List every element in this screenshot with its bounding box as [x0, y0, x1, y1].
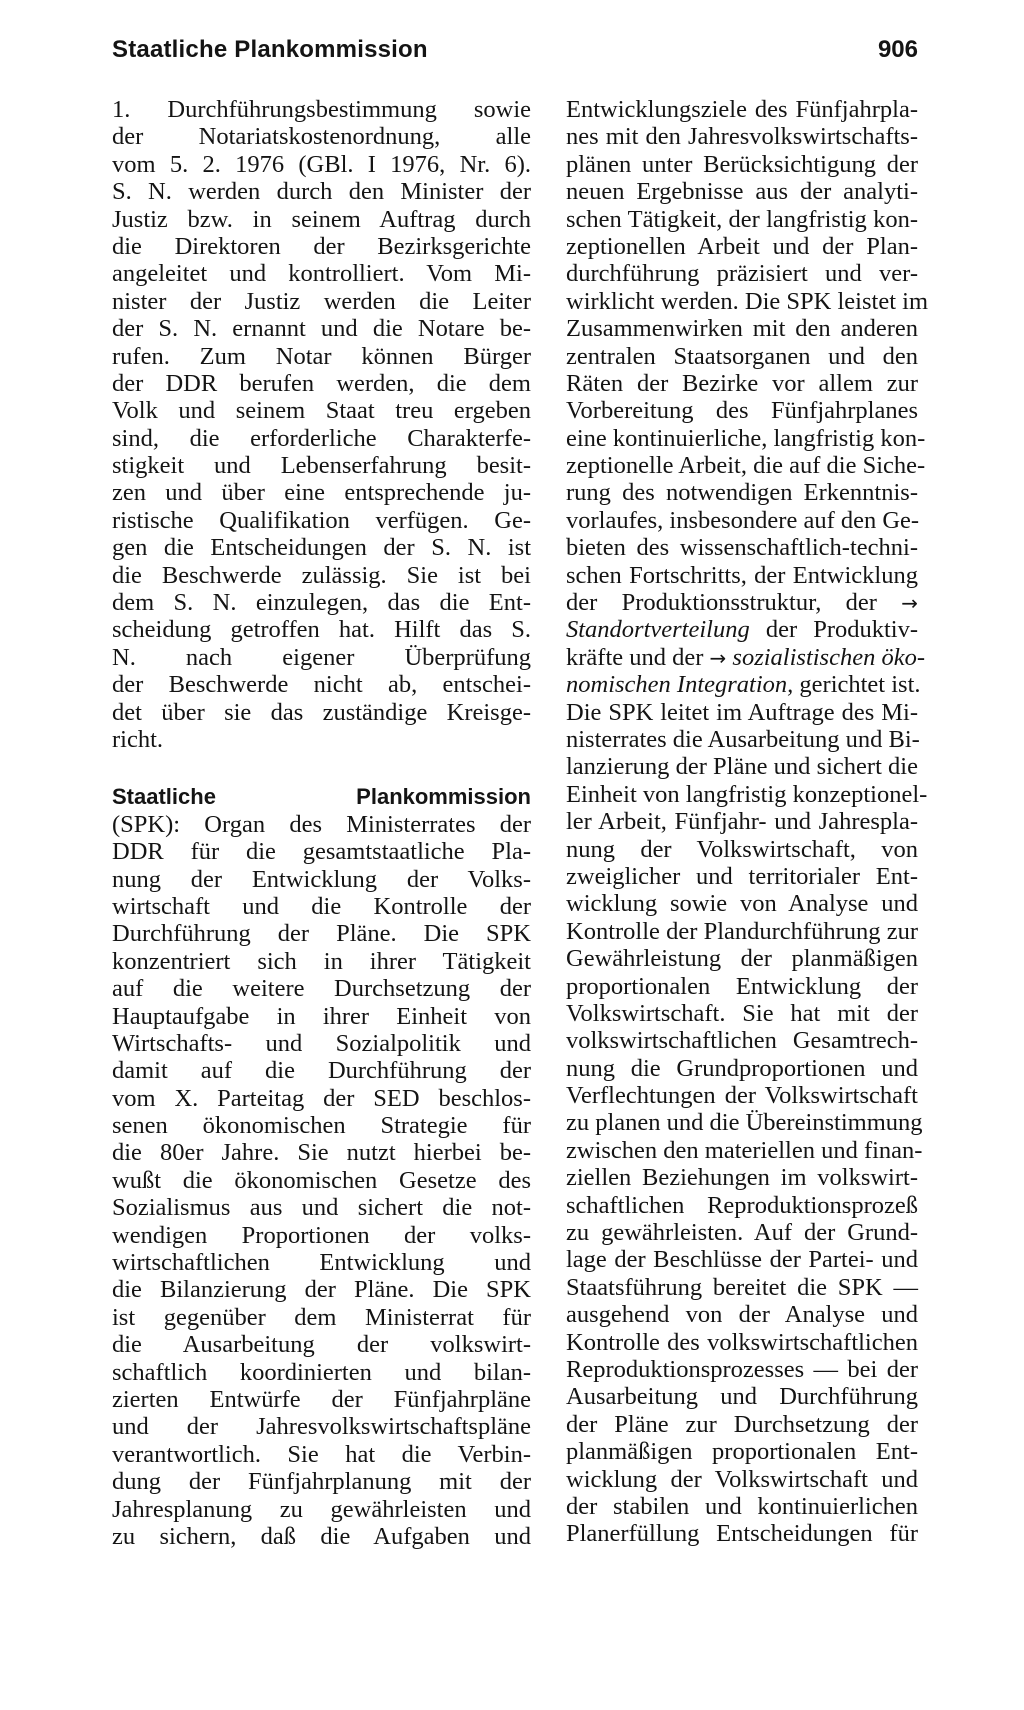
text-line: der Notariatskostenordnung, alle	[112, 123, 531, 151]
text-line: Planerfüllung Entscheidungen für	[566, 1520, 918, 1548]
text-line: Justiz bzw. in seinem Auftrag durch	[112, 205, 531, 233]
text-line: DDR für die gesamtstaatliche Pla-	[112, 838, 531, 866]
text-line: konzentriert sich in ihrer Tätigkeit	[112, 947, 531, 975]
text-line: vom X. Parteitag der SED beschlos-	[112, 1084, 531, 1112]
text-line: (SPK): Organ des Ministerrates der	[112, 810, 531, 838]
cross-reference-link-integration-cont[interactable]: nomischen Integration,	[566, 671, 794, 699]
text-line: der DDR berufen werden, die dem	[112, 369, 531, 397]
text-line: die 80er Jahre. Sie nutzt hierbei be-	[112, 1139, 531, 1167]
text-line: die Beschwerde zulässig. Sie ist bei	[112, 561, 531, 589]
cross-reference-arrow-icon: →	[709, 645, 727, 670]
text-line: stigkeit und Lebenserfahrung besit-	[112, 452, 531, 480]
text-line: zu gewährleisten. Auf der Grund-	[566, 1219, 918, 1247]
text-line: ziellen Beziehungen im volkswirt-	[566, 1164, 918, 1192]
text-line: wirtschaftlichen Entwicklung und	[112, 1249, 531, 1277]
text-line: schaftlich koordinierten und bilan-	[112, 1358, 531, 1386]
text-line: Wirtschafts- und Sozialpolitik und	[112, 1029, 531, 1057]
text-line: dem S. N. einzulegen, das die Ent-	[112, 589, 531, 617]
text-line: vorlaufes, insbesondere auf den Ge-	[566, 506, 920, 534]
xref-line-integration	[566, 671, 921, 699]
text-line: der stabilen und kontinuierlichen	[566, 1492, 918, 1520]
text-line: scheidung getroffen hat. Hilft das S.	[112, 616, 531, 644]
text-line: Kontrolle des volkswirtschaftlichen	[566, 1328, 918, 1356]
text-line: ist gegenüber dem Ministerrat für	[112, 1303, 531, 1331]
text-line: nisterrates die Ausarbeitung und Bi-	[566, 725, 920, 753]
text-line: die Bilanzierung der Pläne. Die SPK	[112, 1276, 531, 1304]
text-line: nung die Grundproportionen und	[566, 1054, 918, 1082]
text-line: Räten der Bezirke vor allem zur	[566, 369, 918, 397]
text-line: plänen unter Berücksichtigung der	[566, 150, 918, 178]
cross-reference-link-integration[interactable]: sozialistischen öko-	[732, 643, 926, 671]
xref-line-standortverteilung-arrow	[566, 589, 918, 616]
text-line: zweiglicher und territorialer Ent-	[566, 862, 918, 890]
text-line: damit auf die Durchführung der	[112, 1057, 531, 1085]
text-line: Kontrolle der Plandurchführung zur	[566, 917, 918, 945]
text-line: nung der Volkswirtschaft, von	[566, 835, 918, 863]
text-line: lage der Beschlüsse der Partei- und	[566, 1246, 918, 1274]
text-line: der S. N. ernannt und die Notare be-	[112, 315, 531, 343]
text-line: gen die Entscheidungen der S. N. ist	[112, 534, 531, 562]
text-line: zen und über eine entsprechende ju-	[112, 479, 531, 507]
text-line: rufen. Zum Notar können Bürger	[112, 342, 531, 370]
page-number: 906	[877, 36, 918, 63]
text-line: senen ökonomischen Strategie für	[112, 1112, 531, 1140]
text-line: Volk und seinem Staat treu ergeben	[112, 397, 531, 425]
text-line: wußt die ökonomischen Gesetze des	[112, 1166, 531, 1194]
text-line: durchführung präzisiert und ver-	[566, 260, 918, 288]
text-line: wendigen Proportionen der volks-	[112, 1221, 531, 1249]
text-line: sind, die erforderliche Charakterfe-	[112, 424, 531, 452]
page-header	[112, 32, 918, 72]
text-line: Einheit von langfristig konzeptionel-	[566, 780, 928, 808]
right-column	[566, 96, 928, 1548]
text-line: Verflechtungen der Volkswirtschaft	[566, 1082, 918, 1110]
text-line: schen Fortschritts, der Entwicklung	[566, 561, 918, 589]
text-line: S. N. werden durch den Minister der	[112, 178, 531, 206]
text-line: Staatsführung bereitet die SPK —	[566, 1273, 918, 1301]
text-line: zeptionelle Arbeit, die auf die Siche-	[566, 452, 926, 480]
text-line: die Direktoren der Bezirksgerichte	[112, 232, 531, 260]
text-line: proportionalen Entwicklung der	[566, 972, 918, 1000]
xref-line-standortverteilung	[566, 616, 918, 643]
text-line: Vorbereitung des Fünfjahrplanes	[566, 397, 918, 425]
text-line: Reproduktionsprozesses — bei der	[566, 1355, 918, 1383]
text-line: und der Jahresvolkswirtschaftspläne	[112, 1413, 531, 1441]
text-line: neuen Ergebnisse aus der analyti-	[566, 178, 918, 206]
text-line: richt.	[112, 725, 164, 753]
running-head-title: Staatliche Plankommission	[112, 36, 428, 63]
text-line: bieten des wissenschaftlich-techni-	[566, 534, 918, 562]
text-line: schaftlichen Reproduktionsprozeß	[566, 1191, 918, 1219]
text-line: Volkswirtschaft. Sie hat mit der	[566, 999, 918, 1027]
text-line: der Beschwerde nicht ab, entschei-	[112, 671, 531, 699]
text-line: wirtschaft und die Kontrolle der	[112, 892, 531, 920]
xref-line-text: kräfte und der	[566, 643, 704, 671]
text-line: zierten Entwürfe der Fünfjahrpläne	[112, 1385, 531, 1413]
text-line: der Pläne zur Durchsetzung der	[566, 1410, 918, 1438]
text-line: nes mit den Jahresvolkswirtschafts-	[566, 123, 918, 151]
entry-staatliche-plankommission	[112, 783, 531, 1550]
xref-line-text: der Produktionsstruktur, der	[566, 589, 877, 617]
text-line: zu planen und die Übereinstimmung	[566, 1109, 923, 1137]
left-column	[112, 96, 531, 1550]
text-line: Ausarbeitung und Durchführung	[566, 1383, 918, 1411]
previous-entry-continuation	[112, 96, 531, 753]
text-line: wicklung der Volkswirtschaft und	[566, 1465, 918, 1493]
text-line: wirklicht werden. Die SPK leistet im	[566, 287, 928, 315]
entry-heading: Staatliche Plankommission	[112, 784, 531, 810]
text-line: verantwortlich. Sie hat die Verbin-	[112, 1440, 531, 1468]
text-line: det über sie das zuständige Kreisge-	[112, 698, 531, 726]
xref-line-integration-arrow	[566, 643, 926, 671]
text-line: planmäßigen proportionalen Ent-	[566, 1438, 918, 1466]
text-line: nister der Justiz werden die Leiter	[112, 287, 531, 315]
text-line: Gewährleistung der planmäßigen	[566, 945, 918, 973]
xref-line-text: der Produktiv-	[765, 616, 919, 644]
text-line: Zusammenwirken mit den anderen	[566, 315, 918, 343]
text-line: Hauptaufgabe in ihrer Einheit von	[112, 1002, 531, 1030]
text-line: zeptionellen Arbeit und der Plan-	[566, 232, 918, 260]
text-line: Die SPK leitet im Auftrage des Mi-	[566, 698, 918, 726]
text-line: auf die weitere Durchsetzung der	[112, 975, 531, 1003]
text-line: zwischen den materiellen und finan-	[566, 1136, 923, 1164]
text-line: volkswirtschaftlichen Gesamtrech-	[566, 1027, 918, 1055]
text-line: nung der Entwicklung der Volks-	[112, 865, 531, 893]
text-line: zentralen Staatsorganen und den	[566, 342, 918, 370]
text-line: Durchführung der Pläne. Die SPK	[112, 920, 531, 948]
text-line: Entwicklungsziele des Fünfjahrpla-	[566, 96, 918, 123]
text-line: 1. Durchführungsbestimmung sowie	[112, 96, 531, 123]
text-line: Sozialismus aus und sichert die not-	[112, 1194, 531, 1222]
entry-spacer	[112, 753, 531, 783]
cross-reference-link-standortverteilung[interactable]: Standortverteilung	[566, 616, 750, 644]
text-line: schen Tätigkeit, der langfristig kon-	[566, 205, 918, 233]
text-line: Jahresplanung zu gewährleisten und	[112, 1495, 531, 1523]
text-line: die Ausarbeitung der volkswirt-	[112, 1331, 531, 1359]
xref-line-text: gerichtet ist.	[799, 671, 921, 699]
text-line: ler Arbeit, Fünfjahr- und Jahrespla-	[566, 808, 918, 836]
text-line: ausgehend von der Analyse und	[566, 1301, 918, 1329]
text-line: angeleitet und kontrolliert. Vom Mi-	[112, 260, 531, 288]
text-line: lanzierung der Pläne und sichert die	[566, 753, 918, 781]
text-line: eine kontinuierliche, langfristig kon-	[566, 424, 926, 452]
text-line: vom 5. 2. 1976 (GBl. I 1976, Nr. 6).	[112, 150, 531, 178]
text-line: zu sichern, daß die Aufgaben und	[112, 1522, 531, 1550]
cross-reference-arrow-icon: →	[901, 591, 919, 616]
text-line: rung des notwendigen Erkenntnis-	[566, 479, 918, 507]
text-line: ristische Qualifikation verfügen. Ge-	[112, 506, 531, 534]
text-line: N. nach eigener Überprüfung	[112, 643, 531, 671]
text-line: dung der Fünfjahrplanung mit der	[112, 1468, 531, 1496]
text-line: wicklung sowie von Analyse und	[566, 890, 918, 918]
